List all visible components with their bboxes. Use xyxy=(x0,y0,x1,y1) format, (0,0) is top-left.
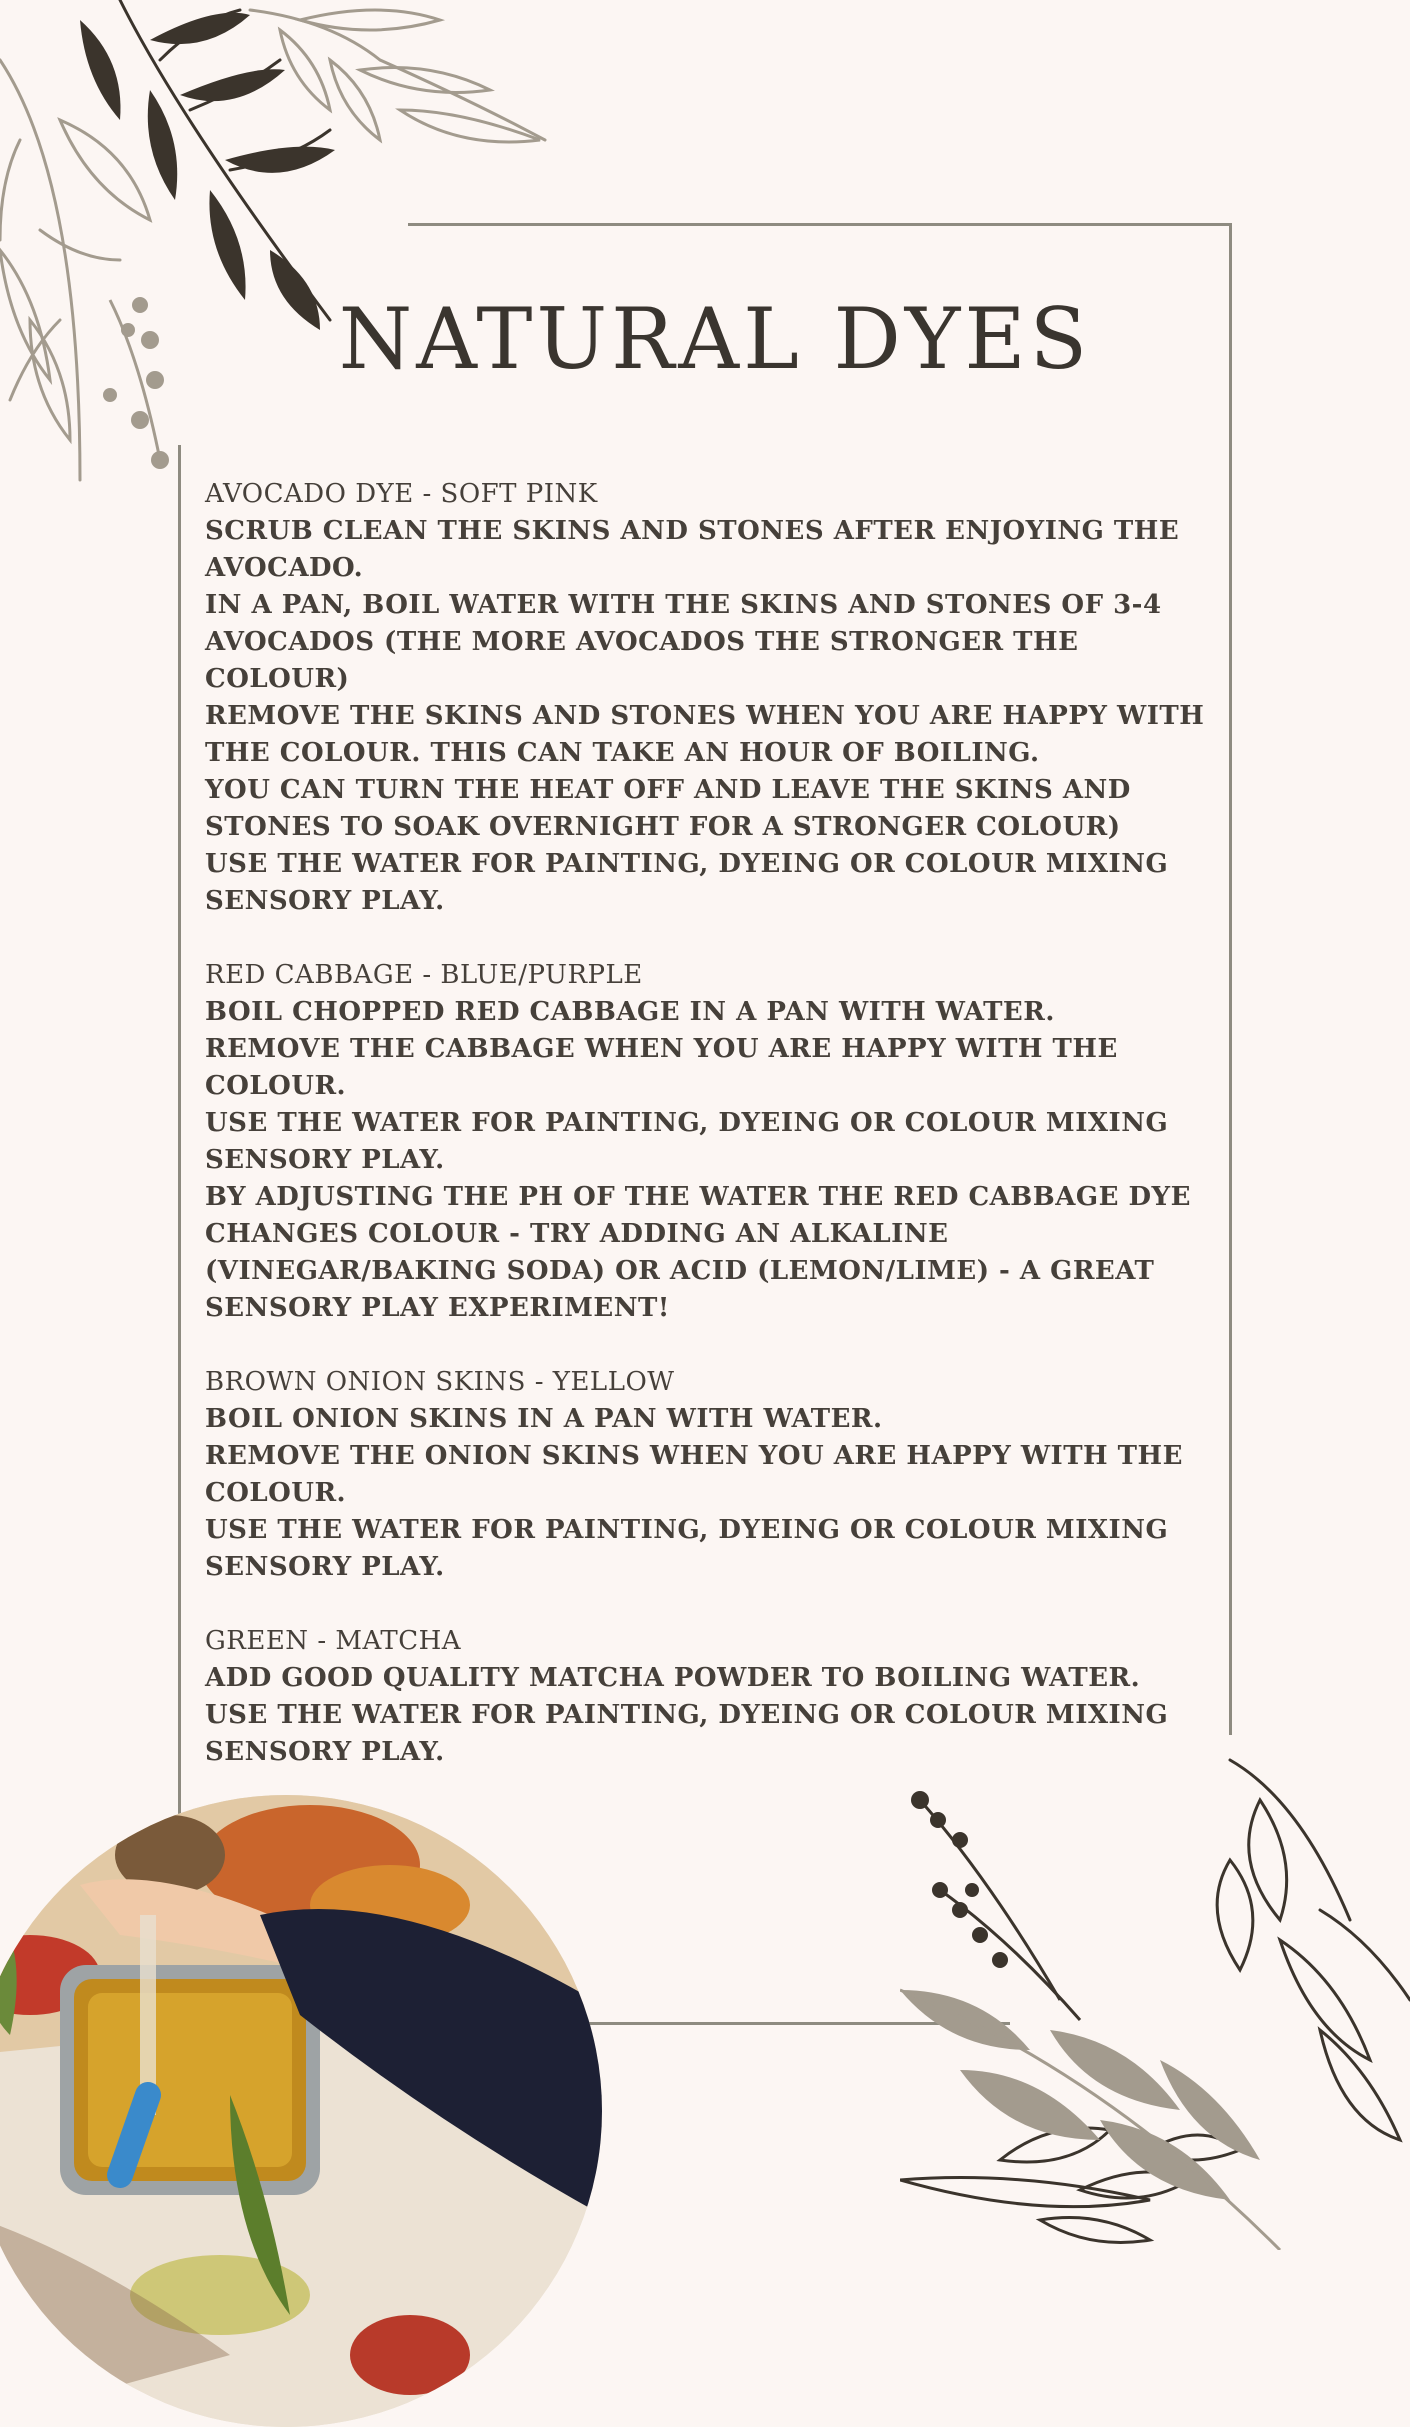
frame-line-right xyxy=(1229,223,1232,1735)
instruction-line: REMOVE THE SKINS AND STONES WHEN YOU ARE HAPPY WITH xyxy=(205,701,1205,731)
dye-section xyxy=(205,476,1215,920)
dye-section-heading: AVOCADO DYE - SOFT PINK xyxy=(205,479,598,509)
instruction-line: IN A PAN, BOIL WATER WITH THE SKINS AND STONES OF 3-4 xyxy=(205,590,1162,620)
instruction-line: BY ADJUSTING THE PH OF THE WATER THE RED CABBAGE DYE xyxy=(205,1182,1191,1212)
instruction-line: THE COLOUR. THIS CAN TAKE AN HOUR OF BOILING. xyxy=(205,738,1040,768)
dye-section xyxy=(205,957,1215,1327)
instruction-line: SENSORY PLAY. xyxy=(205,1552,445,1582)
botanical-branch-icon xyxy=(0,0,560,500)
instruction-line: USE THE WATER FOR PAINTING, DYEING OR COLOUR MIXING xyxy=(205,1515,1169,1545)
dye-activity-photo xyxy=(0,1795,602,2427)
instruction-line: AVOCADO. xyxy=(205,553,364,583)
page-title: NATURAL DYES xyxy=(338,290,1092,388)
instruction-line: STONES TO SOAK OVERNIGHT FOR A STRONGER COLOUR) xyxy=(205,812,1121,842)
dye-section-heading: RED CABBAGE - BLUE/PURPLE xyxy=(205,960,643,990)
instruction-line: (VINEGAR/BAKING SODA) OR ACID (LEMON/LIME) - A GREAT xyxy=(205,1256,1155,1286)
instruction-line: SENSORY PLAY EXPERIMENT! xyxy=(205,1293,670,1323)
instruction-line: SENSORY PLAY. xyxy=(205,1737,445,1767)
instruction-line: ADD GOOD QUALITY MATCHA POWDER TO BOILING WATER. xyxy=(205,1663,1141,1693)
dye-section-heading: GREEN - MATCHA xyxy=(205,1626,462,1656)
instruction-line: BOIL ONION SKINS IN A PAN WITH WATER. xyxy=(205,1404,883,1434)
botanical-branch-icon xyxy=(900,1740,1410,2250)
instruction-line: COLOUR) xyxy=(205,664,350,694)
instruction-line: USE THE WATER FOR PAINTING, DYEING OR COLOUR MIXING xyxy=(205,849,1169,879)
instruction-line: AVOCADOS (THE MORE AVOCADOS THE STRONGER THE xyxy=(205,627,1079,657)
frame-line-top xyxy=(408,223,1232,226)
instruction-line: COLOUR. xyxy=(205,1071,347,1101)
instruction-line: SENSORY PLAY. xyxy=(205,886,445,916)
instruction-line: USE THE WATER FOR PAINTING, DYEING OR COLOUR MIXING xyxy=(205,1108,1169,1138)
dye-section xyxy=(205,1364,1215,1586)
instruction-line: CHANGES COLOUR - TRY ADDING AN ALKALINE xyxy=(205,1219,949,1249)
dye-instructions xyxy=(205,476,1215,1808)
instruction-line: COLOUR. xyxy=(205,1478,347,1508)
instruction-line: SCRUB CLEAN THE SKINS AND STONES AFTER ENJOYING THE xyxy=(205,516,1180,546)
instruction-line: REMOVE THE ONION SKINS WHEN YOU ARE HAPPY WITH THE xyxy=(205,1441,1183,1471)
instruction-line: REMOVE THE CABBAGE WHEN YOU ARE HAPPY WITH THE xyxy=(205,1034,1118,1064)
frame-line-left xyxy=(178,445,181,1845)
dye-section-heading: BROWN ONION SKINS - YELLOW xyxy=(205,1367,675,1397)
instruction-line: USE THE WATER FOR PAINTING, DYEING OR COLOUR MIXING xyxy=(205,1700,1169,1730)
instruction-line: YOU CAN TURN THE HEAT OFF AND LEAVE THE SKINS AND xyxy=(205,775,1131,805)
instruction-line: BOIL CHOPPED RED CABBAGE IN A PAN WITH WATER. xyxy=(205,997,1055,1027)
instruction-line: SENSORY PLAY. xyxy=(205,1145,445,1175)
